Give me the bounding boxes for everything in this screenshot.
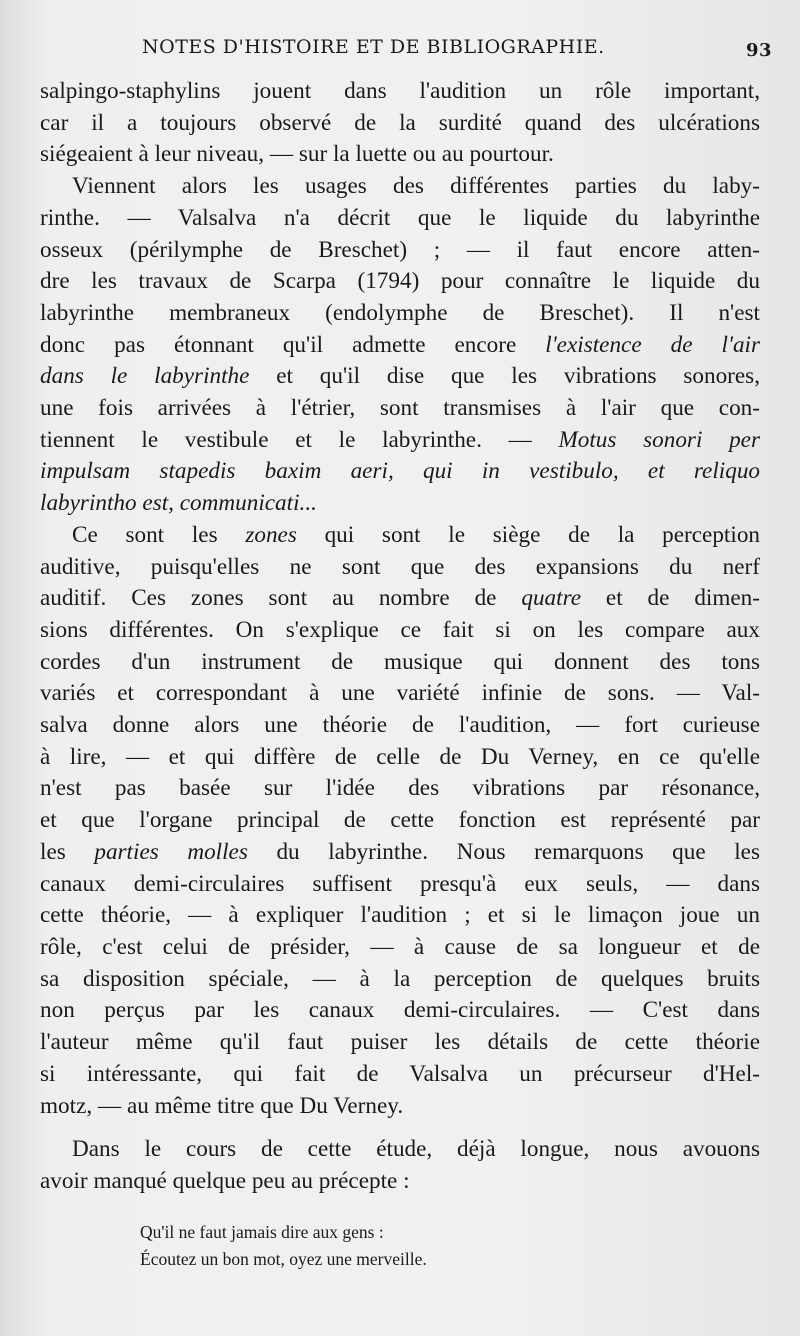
text-line: osseux (périlymphe de Breschet) ; — il faut encore atten- <box>40 236 760 263</box>
paragraph-2 <box>40 171 760 520</box>
text-line: une fois arrivées à l'étrier, sont transmises à l'air que con- <box>40 395 760 422</box>
text-line: labyrinthe membraneux (endolymphe de Breschet). Il n'est <box>40 299 760 326</box>
quote-line: Écoutez un bon mot, oyez une merveille. <box>140 1249 427 1269</box>
text-line: à lire, — et qui diffère de celle de Du Verney, en ce qu'elle <box>40 743 760 770</box>
text-line <box>40 583 760 615</box>
text-run: et de dimen- <box>581 585 760 612</box>
text-line: canaux demi-circulaires suffisent presqu'à eux seuls, — dans <box>40 870 760 897</box>
header-title: NOTES D'HISTOIRE ET DE BIBLIOGRAPHIE. <box>142 36 605 58</box>
italic-run: zones <box>245 521 297 548</box>
text-line: avoir manqué quelque peu au précepte : <box>40 1167 410 1194</box>
text-line: siégeaient à leur niveau, — sur la luette ou au pourtour. <box>40 141 554 168</box>
italic-run: Motus sonori per <box>558 426 760 453</box>
text-line: Dans le cours de cette étude, déjà longue, nous avouons <box>72 1136 760 1163</box>
text-line <box>40 837 760 869</box>
text-run: et qu'il dise que les vibrations sonores, <box>249 363 760 390</box>
body-text <box>40 76 760 1198</box>
text-line: rinthe. — Valsalva n'a décrit que le liquide du labyrinthe <box>40 204 760 231</box>
quote-line: Qu'il ne faut jamais dire aux gens : <box>140 1222 384 1242</box>
text-line: salpingo-staphylins jouent dans l'audition un rôle important, <box>40 78 760 104</box>
paragraph-4 <box>40 1134 760 1197</box>
italic-run: quatre <box>521 585 582 612</box>
text-line: car il a toujours observé de la surdité quand des ulcérations <box>40 109 760 136</box>
text-line <box>40 330 760 362</box>
page-number: 93 <box>745 40 772 61</box>
text-line: l'auteur même qu'il faut puiser les détails de cette théorie <box>40 1029 760 1056</box>
running-header <box>142 36 772 66</box>
text-line: sions différentes. On s'explique ce fait si on les compare aux <box>40 616 760 643</box>
text-run: Ce sont les <box>72 521 246 548</box>
paragraph-gap <box>40 1122 760 1134</box>
text-line: dre les travaux de Scarpa (1794) pour connaître le liquide du <box>40 268 760 295</box>
text-run: du labyrinthe. Nous remarquons que les <box>247 838 760 865</box>
text-line: n'est pas basée sur l'idée des vibrations par résonance, <box>40 775 760 802</box>
italic-run: impulsam stapedis baxim aeri, qui in vestibulo, et reliquo <box>40 458 760 485</box>
text-line <box>40 425 760 457</box>
text-line: cette théorie, — à expliquer l'audition ; et si le limaçon joue un <box>40 902 760 929</box>
text-line: non perçus par les canaux demi-circulaires. — C'est dans <box>40 997 760 1024</box>
paragraph-3 <box>40 520 760 1122</box>
verse-quote <box>140 1219 427 1273</box>
text-line: cordes d'un instrument de musique qui donnent des tons <box>40 648 760 675</box>
italic-run: parties molles <box>94 838 248 865</box>
text-run: les <box>40 838 95 865</box>
text-line <box>40 520 760 552</box>
text-line: sa disposition spéciale, — à la perception de quelques bruits <box>40 965 760 992</box>
text-line: salva donne alors une théorie de l'audition, — fort curieuse <box>40 712 760 739</box>
text-line <box>40 456 760 488</box>
italic-run: l'existence de l'air <box>545 331 760 358</box>
text-line: motz, — au même titre que Du Verney. <box>40 1092 404 1119</box>
text-line: si intéressante, qui fait de Valsalva un précurseur d'Hel- <box>40 1060 760 1087</box>
paragraph-1 <box>40 76 760 171</box>
text-line: auditive, puisqu'elles ne sont que des expansions du nerf <box>40 553 760 580</box>
text-line: et que l'organe principal de cette fonction est représenté par <box>40 807 760 834</box>
text-line: variés et correspondant à une variété infinie de sons. — Val- <box>40 680 760 707</box>
text-run: qui sont le siège de la perception <box>296 521 761 548</box>
italic-run: dans le labyrinthe <box>40 363 250 390</box>
text-run: donc pas étonnant qu'il admette encore <box>40 331 546 358</box>
text-line <box>40 361 760 393</box>
text-line: Viennent alors les usages des différentes parties du laby- <box>72 173 760 200</box>
text-run: tiennent le vestibule et le labyrinthe. — <box>40 426 559 453</box>
text-run: auditif. Ces zones sont au nombre de <box>40 585 522 612</box>
text-line: rôle, c'est celui de présider, — à cause de sa longueur et de <box>40 933 760 960</box>
text-line <box>40 488 760 520</box>
italic-run: labyrintho est, communicati... <box>40 490 317 517</box>
